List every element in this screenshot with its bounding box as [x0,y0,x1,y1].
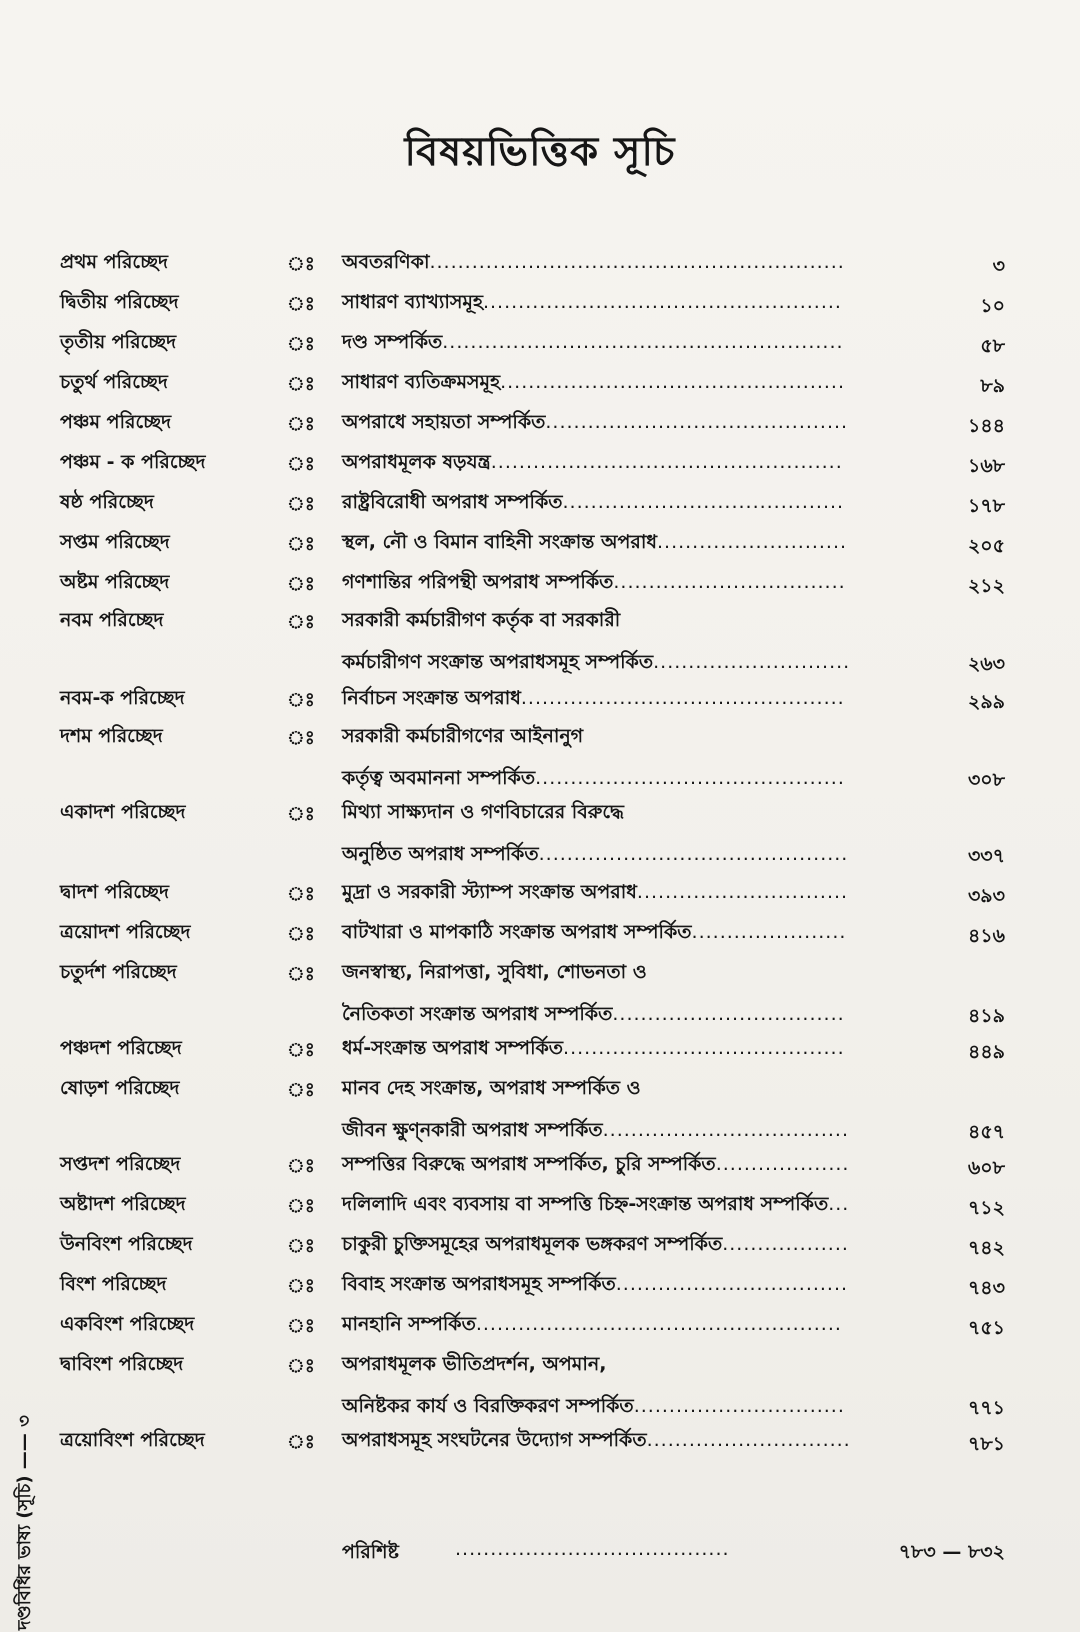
separator: ঃ [287,1355,315,1377]
chapter-name: নবম পরিচ্ছেদ [60,609,164,631]
entry-title-text: মানব দেহ সংক্রান্ত, অপরাধ সম্পর্কিত ও [342,1077,641,1099]
chapter-name: তৃতীয় পরিচ্ছেদ [60,331,177,353]
page-number: ৭৫১ [967,1317,1005,1339]
chapter-name: চতুর্থ পরিচ্ছেদ [60,371,168,393]
entry-title-continued-text: জীবন ক্ষুণ্নকারী অপরাধ সম্পর্কিত [342,1119,603,1141]
entry-title-text: অপরাধে সহায়তা সম্পর্কিত [342,411,546,433]
entry-title [342,1270,848,1302]
separator: ঃ [287,1039,315,1061]
chapter-name: নবম-ক পরিচ্ছেদ [60,687,185,709]
page-number: ৪১৯ [968,1005,1005,1027]
separator: ঃ [287,1235,315,1257]
entry-title-text: মুদ্রা ও সরকারী স্ট্যাম্প সংক্রান্ত অপরাধ [342,881,637,903]
entry-title [342,568,846,600]
entry-title-continued-text: কর্তৃত্ব অবমাননা সম্পর্কিত [342,767,536,789]
page-number: ২৯৯ [967,691,1005,713]
chapter-name: দ্বাদশ পরিচ্ছেদ [60,881,170,903]
leader-dots: ................................. [612,1003,845,1025]
chapter-name: বিংশ পরিচ্ছেদ [60,1273,167,1295]
chapter-name: সপ্তদশ পরিচ্ছেদ [60,1153,181,1175]
page-number: ১৬৮ [967,455,1005,477]
entry-title [342,1190,849,1222]
entry-title-text: রাষ্ট্রবিরোধী অপরাধ সম্পর্কিত [342,491,563,513]
page-number: ২৬৩ [967,653,1005,675]
page-number: ৫৮ [980,335,1005,357]
leader-dots: ... [828,1193,850,1215]
chapter-name: একবিংশ পরিচ্ছেদ [60,1313,195,1335]
page-number: ৭৪২ [967,1237,1005,1259]
entry-title [342,684,845,716]
entry-title [342,878,848,910]
entry-title-text: সাধারণ ব্যাখ্যাসমূহ [342,291,483,313]
separator: ঃ [287,1155,315,1177]
entry-title-continued-text: নৈতিকতা সংক্রান্ত অপরাধ সম্পর্কিত [342,1003,613,1025]
page-number: ৪৪৯ [968,1041,1005,1063]
separator: ঃ [287,689,315,711]
page-number: ৭৭১ [967,1397,1005,1419]
page-number: ৩৯৩ [967,885,1005,907]
separator: ঃ [287,1315,315,1337]
separator: ঃ [287,727,315,749]
entry-title-text: দলিলাদি এবং ব্যবসায় বা সম্পত্তি চিহ্ন-সংক্রান্ত অপরাধ সম্পর্কিত [342,1193,829,1215]
leader-dots: ................................. [613,571,846,593]
leader-dots: ................................................... [482,291,842,313]
entry-title-text: চাকুরী চুক্তিসমূহের অপরাধমূলক ভঙ্গকরণ সম্পর্কিত [342,1233,723,1255]
chapter-name: উনবিংশ পরিচ্ছেদ [60,1233,193,1255]
entry-title-text: মানহানি সম্পর্কিত [342,1313,476,1335]
page-number: ৩০৮ [967,769,1005,791]
chapter-name: ষষ্ঠ পরিচ্ছেদ [60,491,154,513]
separator: ঃ [287,413,315,435]
chapter-name: ত্রয়োবিংশ পরিচ্ছেদ [60,1429,205,1451]
separator: ঃ [287,333,315,355]
leader-dots: ................................. [615,1273,849,1295]
leader-dots: .............................. [633,1395,845,1417]
appendix-label: পরিশিষ্ট [342,1541,399,1563]
page-number: ৩ [992,255,1005,277]
entry-title-text: বিবাহ সংক্রান্ত অপরাধসমূহ সম্পর্কিত [342,1273,616,1295]
entry-title [342,798,624,830]
entry-title [342,408,848,440]
entry-title-text: অপরাধমূলক ভীতিপ্রদর্শন, অপমান, [342,1353,607,1375]
page-number: ৭৮১ [967,1433,1005,1455]
page-number: ৬০৮ [967,1157,1005,1179]
page-number: ৪১৬ [967,925,1005,947]
leader-dots: ............................................ [535,767,845,789]
entry-title-continued [342,840,848,872]
entry-title [342,488,844,520]
entry-title-text: অপরাধসমূহ সংঘটনের উদ্যোগ সম্পর্কিত [342,1429,647,1451]
leader-dots: ................... [715,1153,850,1175]
leader-dots: ................................... [602,1119,850,1141]
page-number: ১৪৪ [968,415,1005,437]
entry-title-text: স্থল, নৌ ও বিমান বাহিনী সংক্রান্ত অপরাধ [342,531,657,553]
leader-dots: ............................................ [538,843,849,865]
entry-title [342,368,845,400]
page-number: ১০ [980,295,1005,317]
entry-title [342,1150,849,1182]
side-running-header: দণ্ডবিধির ভাষ্য (সূচি) —— ৩ [14,1415,35,1630]
entry-title-text: দণ্ড সম্পর্কিত [342,331,443,353]
entry-title-continued [342,648,850,680]
leader-dots: ........................................ [562,491,845,513]
entry-title-text: সম্পত্তির বিরুদ্ধে অপরাধ সম্পর্কিত, চুরি সম্পর্কিত [342,1153,716,1175]
entry-title-text: অপরাধমূলক ষড়যন্ত্র [342,451,491,473]
separator: ঃ [287,611,315,633]
page-number: ৩৩৭ [967,845,1005,867]
entry-title-text: সাধারণ ব্যতিক্রমসমূহ [342,371,501,393]
entry-title-text: মিথ্যা সাক্ষ্যদান ও গণবিচারের বিরুদ্ধে [342,801,624,823]
chapter-name: অষ্টাদশ পরিচ্ছেদ [60,1193,186,1215]
page-number: ৭৪৩ [967,1277,1005,1299]
entry-title-continued [342,1000,845,1032]
separator: ঃ [287,1195,315,1217]
entry-title-continued-text: কর্মচারীগণ সংক্রান্ত অপরাধসমূহ সম্পর্কিত [342,651,654,673]
page-title: বিষয়ভিত্তিক সূচি [404,129,676,175]
leader-dots: ............................. [646,1429,851,1451]
leader-dots: .............................. [636,881,849,903]
page-number: ৪৫৭ [967,1121,1005,1143]
leader-dots: ........................................................... [429,251,845,273]
entry-title-text: নির্বাচন সংক্রান্ত অপরাধ [342,687,521,709]
leader-dots: ........................................... [545,411,849,433]
entry-title [342,288,842,320]
separator: ঃ [287,883,315,905]
entry-title-continued-text: অনুষ্ঠিত অপরাধ সম্পর্কিত [342,843,539,865]
entry-title-text: ধর্ম-সংক্রান্ত অপরাধ সম্পর্কিত [342,1037,564,1059]
separator: ঃ [287,1079,315,1101]
entry-title [342,606,620,638]
entry-title-text: জনস্বাস্থ্য, নিরাপত্তা, সুবিধা, শোভনতা ও [342,961,647,983]
entry-title-continued-text: অনিষ্টকর কার্য ও বিরক্তিকরণ সম্পর্কিত [342,1395,634,1417]
separator: ঃ [287,1275,315,1297]
page-number: ২১২ [967,575,1005,597]
entry-title-text: সরকারী কর্মচারীগণের আইনানুগ [342,725,584,747]
entry-title-continued [342,1116,849,1148]
chapter-name: দ্বিতীয় পরিচ্ছেদ [60,291,179,313]
separator: ঃ [287,533,315,555]
separator: ঃ [287,253,315,275]
entry-title [342,918,846,950]
page-number: ৭১২ [967,1197,1005,1219]
separator: ঃ [287,493,315,515]
entry-title-continued [342,1392,845,1424]
leader-dots: ....................................... [455,1538,730,1560]
separator: ঃ [287,373,315,395]
entry-title-text: বাটখারা ও মাপকাঠি সংক্রান্ত অপরাধ সম্পর্কিত [342,921,692,943]
chapter-name: চতুর্দশ পরিচ্ছেদ [60,961,177,983]
chapter-name: সপ্তম পরিচ্ছেদ [60,531,170,553]
entry-title-text: গণশান্তির পরিপন্থী অপরাধ সম্পর্কিত [342,571,614,593]
leader-dots: ............................ [653,651,851,673]
page-number: ৮৯ [980,375,1005,397]
entry-title [342,1074,641,1106]
page-number: ২০৫ [967,535,1005,557]
separator: ঃ [287,1431,315,1453]
separator: ঃ [287,453,315,475]
chapter-name: পঞ্চদশ পরিচ্ছেদ [60,1037,182,1059]
chapter-name: একাদশ পরিচ্ছেদ [60,801,186,823]
appendix-page-range: ৭৮৩ — ৮৩২ [898,1541,1005,1563]
separator: ঃ [287,963,315,985]
chapter-name: পঞ্চম পরিচ্ছেদ [60,411,172,433]
entry-title [342,528,847,560]
chapter-name: প্রথম পরিচ্ছেদ [60,251,169,273]
leader-dots: .............................................. [520,687,845,709]
entry-title-continued [342,764,845,796]
entry-title [342,958,647,990]
leader-dots: ...................... [691,921,847,943]
leader-dots: ................................................. [500,371,846,393]
separator: ঃ [287,573,315,595]
entry-title [342,1034,845,1066]
entry-title [342,1230,849,1262]
chapter-name: ষোড়শ পরিচ্ছেদ [60,1077,180,1099]
leader-dots: .................................................... [475,1313,842,1335]
entry-title [342,248,845,280]
leader-dots: .................................................. [490,451,843,473]
separator: ঃ [287,293,315,315]
entry-title [342,1350,606,1382]
entry-title [342,722,583,754]
entry-title [342,1426,851,1458]
chapter-name: ত্রয়োদশ পরিচ্ছেদ [60,921,191,943]
entry-title-text: সরকারী কর্মচারীগণ কর্তৃক বা সরকারী [342,609,621,631]
chapter-name: পঞ্চম - ক পরিচ্ছেদ [60,451,206,473]
chapter-name: অষ্টম পরিচ্ছেদ [60,571,170,593]
chapter-name: দ্বাবিংশ পরিচ্ছেদ [60,1353,184,1375]
leader-dots: ........................... [656,531,848,553]
entry-title [342,1310,842,1342]
chapter-name: দশম পরিচ্ছেদ [60,725,163,747]
page-number: ১৭৮ [967,495,1005,517]
leader-dots: .................. [722,1233,849,1255]
leader-dots: ......................................................... [442,331,844,353]
entry-title-text: অবতরণিকা [342,251,430,273]
leader-dots: ........................................ [563,1037,845,1059]
entry-title [342,328,844,360]
separator: ঃ [287,923,315,945]
separator: ঃ [287,803,315,825]
entry-title [342,448,843,480]
